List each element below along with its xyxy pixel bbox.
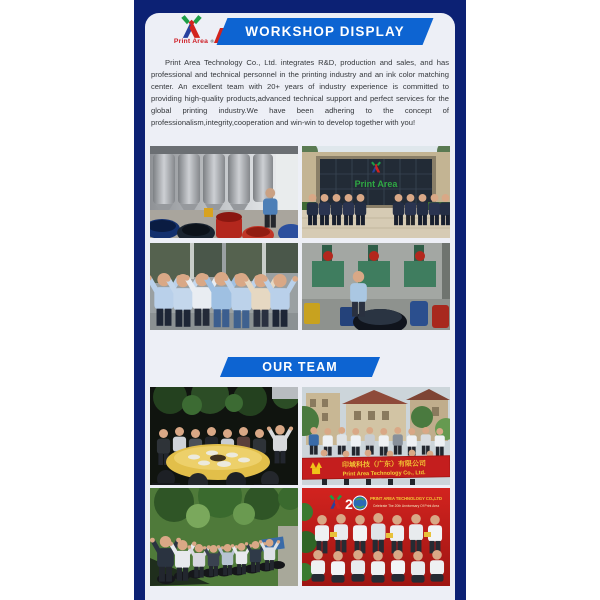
photo-team-dinner bbox=[150, 387, 298, 485]
backdrop-title: PRINT AREA TECHNOLOGY CO.,LTD bbox=[370, 496, 442, 501]
photo-anniversary-celebration bbox=[302, 488, 450, 586]
content-card bbox=[145, 13, 455, 600]
banner-chinese-text: 印域科技（广东）有限公司 bbox=[341, 460, 427, 470]
anniversary-digit: 2 bbox=[345, 496, 353, 512]
section-title-workshop-display bbox=[222, 18, 428, 45]
print-area-logo-icon bbox=[178, 14, 205, 39]
company-intro-paragraph: Print Area Technology Co., Ltd. integrates R&D, production and sales, and has professional and technical personnel in the printing industry and an ink color matching center. An excellent team with 20+ years of industry experience is committed to providing high-quality products,advanced technical support and perfect services for the global printing industry.We have been adhering to the concept of professionalism,integrity,cooperation and win-win to develop together with you! bbox=[151, 58, 449, 128]
registered-trademark-symbol: ® bbox=[210, 40, 214, 45]
print-area-logo bbox=[162, 14, 220, 62]
photo-company-outing bbox=[302, 387, 450, 485]
photo-company-entrance-group bbox=[302, 146, 450, 238]
red-company-banner bbox=[302, 456, 450, 480]
photo-team-thumbs-up bbox=[150, 243, 298, 330]
backdrop-subtitle: Celebrate The 20th Anniversary Of Print Area bbox=[372, 504, 440, 508]
our-team-title: OUR TEAM bbox=[262, 360, 338, 374]
photo-factory-ink-vats bbox=[150, 146, 298, 238]
section-title-our-team bbox=[224, 357, 376, 377]
navy-background-panel bbox=[134, 0, 466, 600]
workshop-display-title: WORKSHOP DISPLAY bbox=[245, 24, 405, 39]
photo-technician-with-mixers bbox=[302, 243, 450, 330]
building-sign-text: Print Area bbox=[354, 179, 398, 189]
print-area-logo-text: Print Area bbox=[173, 38, 209, 45]
banner-english-text: Print Area Technology Co., Ltd. bbox=[342, 470, 426, 478]
photo-outdoor-team-building bbox=[150, 488, 298, 586]
